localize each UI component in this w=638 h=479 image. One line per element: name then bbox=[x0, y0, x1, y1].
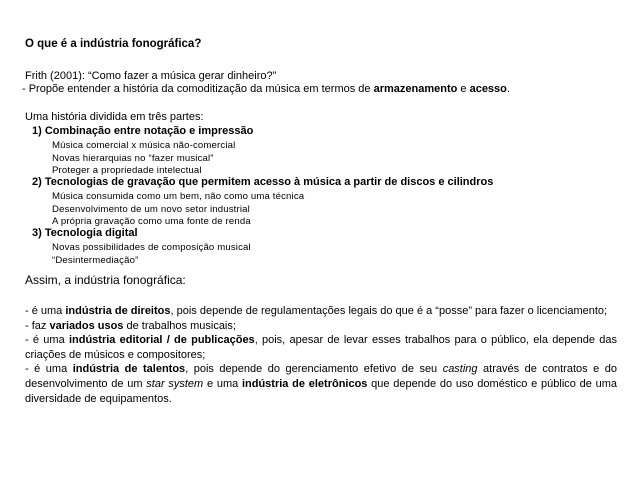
proposal-end: . bbox=[506, 83, 510, 95]
bullet-bold: indústria de direitos bbox=[65, 305, 171, 317]
bullet-bold: indústria de eletrônicos bbox=[241, 377, 368, 390]
proposal-bold-access: acesso bbox=[469, 83, 507, 95]
bullet-text: de trabalhos musicais; bbox=[123, 319, 236, 332]
history-label: Uma história dividida em três partes: bbox=[25, 111, 204, 123]
bullet-talent bbox=[25, 362, 617, 406]
bullet-bold: indústria de talentos bbox=[72, 363, 186, 376]
bullet-text: através de contratos e do desenvolvimento de um bbox=[25, 363, 617, 390]
bullet-rights bbox=[25, 304, 617, 319]
bullet-uses bbox=[25, 319, 617, 334]
bullet-publishing bbox=[25, 333, 617, 362]
part-2-item: A própria gravação como uma fonte de renda bbox=[52, 216, 251, 227]
conclusion-paragraph bbox=[25, 304, 617, 406]
bullet-italic: casting bbox=[442, 363, 478, 376]
bullet-italic: star system bbox=[146, 377, 204, 390]
bullet-text: - é uma bbox=[25, 334, 69, 347]
part-1-heading: 1) Combinação entre notação e impressão bbox=[32, 125, 254, 137]
frith-proposal bbox=[22, 82, 510, 96]
part-3-item: “Desintermediação” bbox=[52, 254, 139, 266]
bullet-bold: variados usos bbox=[49, 319, 124, 332]
frith-quote: Frith (2001): “Como fazer a música gerar dinheiro?” bbox=[25, 70, 277, 82]
bullet-text: que depende do uso doméstico e público de uma diversidade de equipamentos. bbox=[25, 377, 618, 405]
part-3-item: Novas possibilidades de composição musical bbox=[52, 242, 251, 253]
bullet-text: , pois depende de regulamentações legais do que é a “posse” para fazer o licenciamento; bbox=[170, 305, 608, 317]
proposal-conj: e bbox=[457, 83, 470, 95]
bullet-text: , pois depende do gerenciamento efetivo de seu bbox=[185, 363, 443, 376]
part-1-item: Novas hierarquias no “fazer musical” bbox=[52, 152, 214, 164]
part-1-item: Música comercial x música não-comercial bbox=[52, 140, 236, 151]
conclusion-heading: Assim, a indústria fonográfica: bbox=[25, 273, 186, 287]
part-2-item: Música consumida como um bem, não como uma técnica bbox=[52, 191, 305, 202]
bullet-text: - é uma bbox=[25, 363, 73, 376]
part-1-item: Proteger a propriedade intelectual bbox=[52, 165, 202, 176]
part-2-item: Desenvolvimento de um novo setor industrial bbox=[52, 203, 250, 215]
part-3-heading: 3) Tecnologia digital bbox=[32, 227, 138, 239]
bullet-text: - faz bbox=[25, 319, 50, 332]
bullet-bold: indústria editorial / de publicações bbox=[68, 334, 255, 347]
proposal-bold-storage: armazenamento bbox=[373, 83, 458, 95]
bullet-text: - é uma bbox=[25, 305, 66, 317]
page-title: O que é a indústria fonográfica? bbox=[25, 38, 202, 50]
proposal-text: - Propõe entender a história da comoditização da música em termos de bbox=[22, 83, 374, 95]
bullet-text: , pois, apesar de levar esses trabalhos para o público, ela depende das criações de músicos e compositores; bbox=[25, 334, 618, 361]
part-2-heading: 2) Tecnologias de gravação que permitem acesso à música a partir de discos e cilindros bbox=[32, 176, 494, 188]
bullet-text: e uma bbox=[203, 377, 242, 390]
